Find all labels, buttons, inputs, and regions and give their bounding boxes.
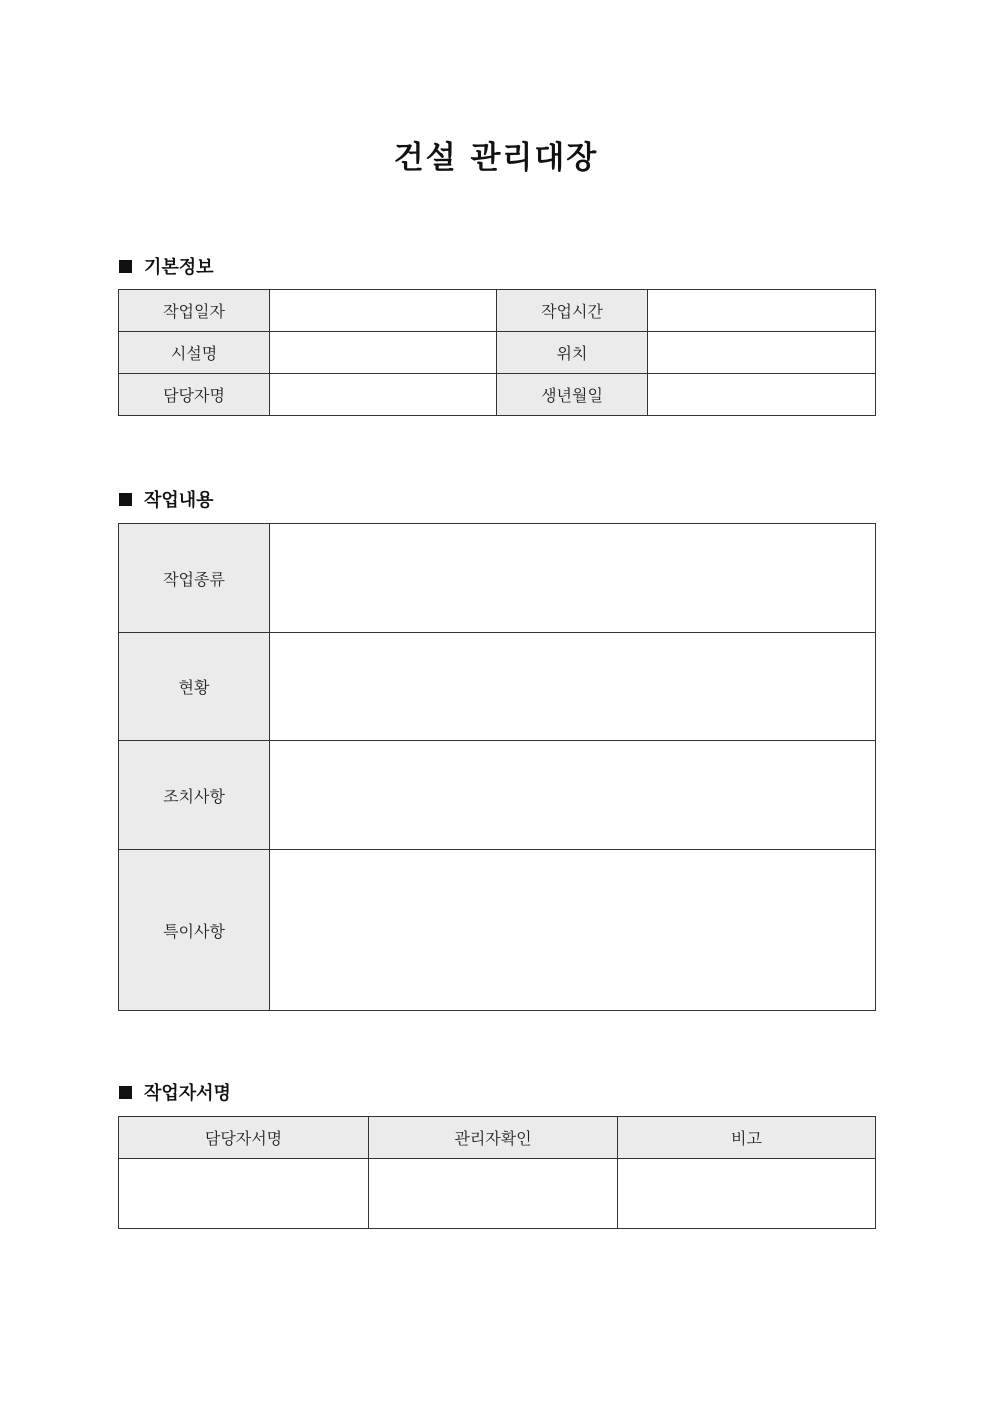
basic-info-table — [118, 289, 876, 416]
action-label: 조치사항 — [119, 741, 270, 850]
table-row — [119, 332, 876, 374]
manager-signature-header: 담당자서명 — [119, 1117, 369, 1159]
table-row — [119, 1159, 876, 1229]
work-date-field[interactable] — [270, 290, 497, 332]
supervisor-confirm-header: 관리자확인 — [369, 1117, 618, 1159]
birth-date-field[interactable] — [648, 374, 876, 416]
manager-signature-field[interactable] — [119, 1159, 369, 1229]
work-time-field[interactable] — [648, 290, 876, 332]
section-basic-heading — [119, 253, 214, 279]
table-row — [119, 633, 876, 741]
status-field[interactable] — [270, 633, 876, 741]
signature-table — [118, 1116, 876, 1229]
table-row — [119, 1117, 876, 1159]
work-content-table — [118, 523, 876, 1011]
section-basic-title: 기본정보 — [144, 257, 214, 278]
work-time-label: 작업시간 — [497, 290, 648, 332]
table-row — [119, 290, 876, 332]
square-bullet-icon — [119, 260, 132, 273]
notes-label: 특이사항 — [119, 850, 270, 1011]
location-label: 위치 — [497, 332, 648, 374]
table-row — [119, 741, 876, 850]
location-field[interactable] — [648, 332, 876, 374]
page-title: 건설 관리대장 — [393, 140, 599, 176]
work-date-label: 작업일자 — [119, 290, 270, 332]
facility-name-field[interactable] — [270, 332, 497, 374]
work-type-label: 작업종류 — [119, 524, 270, 633]
square-bullet-icon — [119, 493, 132, 506]
table-row — [119, 374, 876, 416]
remarks-field[interactable] — [618, 1159, 876, 1229]
section-work-heading — [119, 486, 214, 512]
action-field[interactable] — [270, 741, 876, 850]
section-sign-heading — [119, 1079, 231, 1105]
remarks-header: 비고 — [618, 1117, 876, 1159]
birth-date-label: 생년월일 — [497, 374, 648, 416]
section-sign-title: 작업자서명 — [144, 1083, 231, 1104]
facility-name-label: 시설명 — [119, 332, 270, 374]
square-bullet-icon — [119, 1086, 132, 1099]
notes-field[interactable] — [270, 850, 876, 1011]
table-row — [119, 524, 876, 633]
table-row — [119, 850, 876, 1011]
section-work-title: 작업내용 — [144, 490, 214, 511]
work-type-field[interactable] — [270, 524, 876, 633]
supervisor-confirm-field[interactable] — [369, 1159, 618, 1229]
status-label: 현황 — [119, 633, 270, 741]
manager-name-label: 담당자명 — [119, 374, 270, 416]
manager-name-field[interactable] — [270, 374, 497, 416]
